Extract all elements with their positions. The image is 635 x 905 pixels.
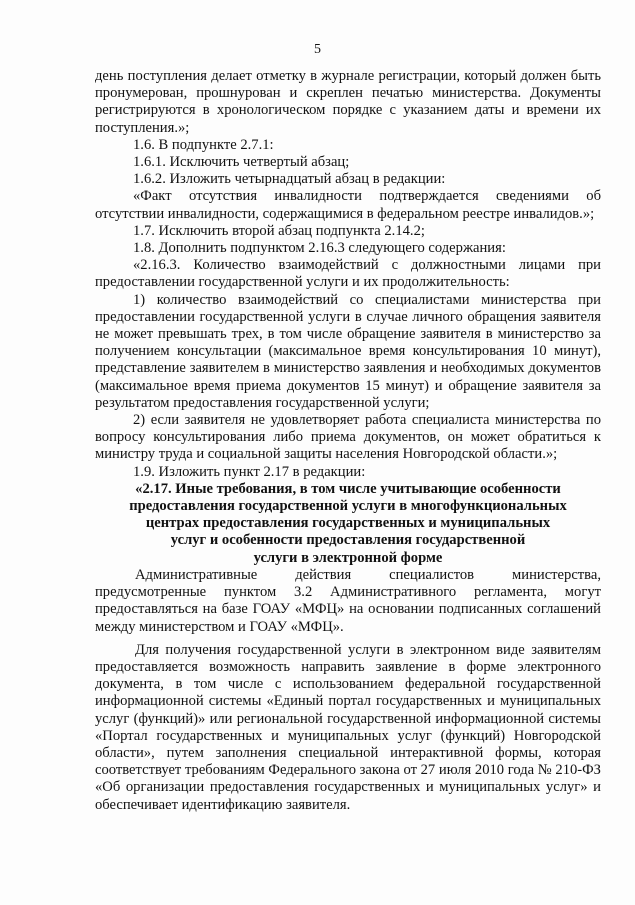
paragraph-electronic-service: Для получения государственной услуги в электронном виде заявителям предоставляется возможность направить заявление в форме электронного документа, в том числе с использованием федеральной государственной информационной системы «Единый портал государственных и муниципальных услуг (функций)» или региональной государственной информационной системы «Портал государственных и муниципальных услуг (функций) Новгородской области», путем заполнения специальной интерактивной формы, которая соответствует требованиям Федерального закона от 27 июля 2010 года № 210-ФЗ «Об организации предоставления государственных и муниципальных услуг» и обеспечивает идентификацию заявителя.	[95, 641, 601, 813]
document-body	[95, 68, 601, 814]
heading-line: услуг и особенности предоставления государственной	[170, 532, 526, 549]
heading-line: предоставления государственной услуги в многофункциональных	[129, 498, 567, 515]
paragraph-list-item-1: 1) количество взаимодействий со специалистами министерства при предоставлении государственной услуги в случае личного обращения заявителя не может превышать трех, в том числе обращение заявителя в министерство за получением консультации (максимальное время консультирования 10 минут), представление заявителем в министерство заявления и необходимых документов (максимальное время приема документов 15 минут) и обращение заявителя за результатом предоставления государственной услуги;	[95, 291, 601, 411]
paragraph-item-1-6-2: 1.6.2. Изложить четырнадцатый абзац в редакции:	[133, 171, 446, 188]
paragraph-item-1-8: 1.8. Дополнить подпунктом 2.16.3 следующего содержания:	[133, 240, 506, 257]
page-number: 5	[314, 42, 321, 57]
paragraph-quote-disability: «Факт отсутствия инвалидности подтверждается сведениями об отсутствии инвалидности, содержащимися в федеральном реестре инвалидов.»;	[95, 188, 601, 222]
paragraph-registration-end: день поступления делает отметку в журнале регистрации, который должен быть пронумерован, прошнурован и скреплен печатью министерства. Документы регистрируются в хронологическом порядке с указанием даты и времени их поступления.»;	[95, 68, 601, 136]
section-heading-2-17	[95, 481, 601, 567]
paragraph-administrative-actions: Административные действия специалистов министерства, предусмотренные пунктом 3.2 Административного регламента, могут предоставляться на базе ГОАУ «МФЦ» на основании подписанных соглашений между министерством и ГОАУ «МФЦ».	[95, 566, 601, 635]
paragraph-item-1-6: 1.6. В подпункте 2.7.1:	[133, 136, 274, 153]
paragraph-list-item-2: 2) если заявителя не удовлетворяет работа специалиста министерства по вопросу консультирования либо приема документов, он может обратиться к министру труда и социальной защиты населения Новгородской области.»;	[95, 412, 601, 463]
heading-line: услуги в электронной форме	[253, 549, 443, 566]
paragraph-item-1-6-1: 1.6.1. Исключить четвертый абзац;	[133, 154, 350, 171]
heading-line: «2.17. Иные требования, в том числе учитывающие особенности	[135, 480, 561, 497]
heading-line: центрах предоставления государственных и муниципальных	[145, 515, 551, 532]
paragraph-item-1-7: 1.7. Исключить второй абзац подпункта 2.14.2;	[133, 222, 425, 239]
paragraph-item-1-9: 1.9. Изложить пункт 2.17 в редакции:	[133, 463, 366, 480]
paragraph-item-2-16-3: «2.16.3. Количество взаимодействий с должностными лицами при предоставлении государственной услуги и их продолжительность:	[95, 257, 601, 291]
